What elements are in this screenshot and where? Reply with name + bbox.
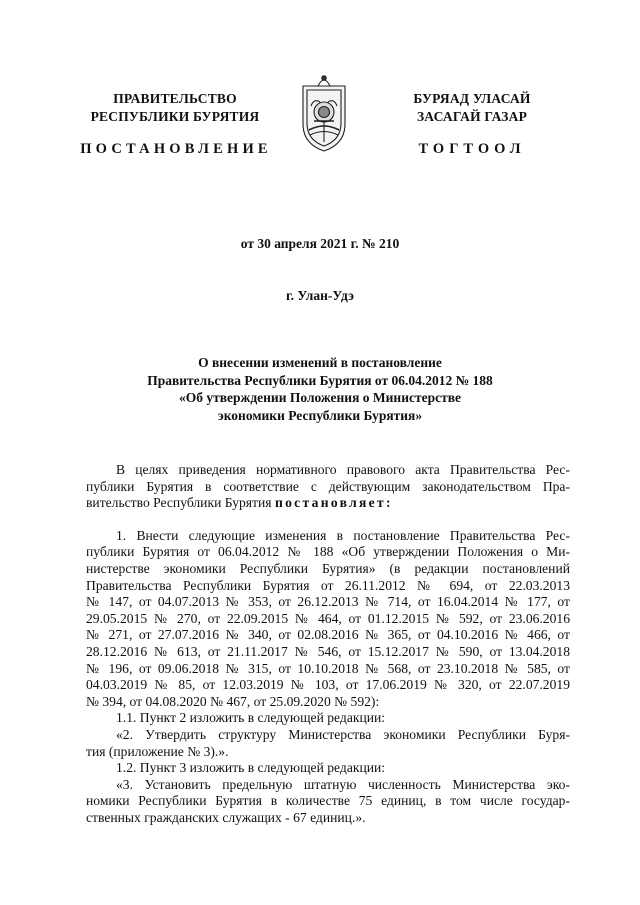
item-1-2-quote (86, 777, 570, 827)
header-right-line2: ЗАСАГАЙ ГАЗАР (416, 109, 528, 124)
quote-line: «2. Утвердить структуру Министерства экономики Республики Буря- (116, 726, 570, 742)
preamble-line-text: вительство Республики Бурятия (86, 495, 272, 511)
header-left-line2: РЕСПУБЛИКИ БУРЯТИЯ (90, 109, 260, 124)
header-right-authority (372, 90, 572, 126)
item-1-line: № 271, от 27.07.2016 № 340, от 02.08.2016 № 365, от 04.10.2016 № 466, от (86, 627, 570, 643)
preamble-line: В целях приведения нормативного правового акта Правительства Рес- (116, 462, 570, 477)
coat-of-arms-icon (298, 72, 350, 154)
item-1-paragraph (86, 528, 570, 711)
item-1-line: публики Бурятия от 06.04.2012 № 188 «Об утверждении Положения о Ми- (86, 544, 570, 560)
header-left-line1: ПРАВИТЕЛЬСТВО (113, 91, 237, 106)
document-kind-russian: ПОСТАНОВЛЕНИЕ (80, 141, 272, 157)
quote-line: ственных гражданских служащих - 67 единиц.». (86, 809, 366, 825)
item-1-line: нистерстве экономики Республики Бурятия» (в редакции постановлений (86, 560, 570, 576)
title-line: О внесении изменений в постановление (198, 355, 442, 370)
resolves-word: постановляет: (274, 495, 393, 511)
document-title (100, 354, 540, 424)
preamble-paragraph (86, 462, 570, 512)
title-line: «Об утверждении Положения о Министерстве (179, 390, 461, 405)
item-1-2: 1.2. Пункт 3 изложить в следующей редакции: (116, 760, 386, 776)
item-1-line: № 394, от 04.08.2020 № 467, от 25.09.2020 № 592): (86, 693, 380, 709)
preamble-line-last (86, 495, 570, 512)
quote-line: тия (приложение № 3).». (86, 743, 229, 759)
item-1-line: № 147, от 04.07.2013 № 353, от 26.12.2013 № 714, от 16.04.2014 № 177, от (86, 594, 570, 610)
item-1-line: 1. Внести следующие изменения в постановление Правительства Рес- (116, 527, 570, 543)
document-kind-buryat: ТОГТООЛ (418, 141, 526, 157)
title-line: Правительства Республики Бурятия от 06.04.2012 № 188 (147, 372, 493, 388)
quote-line: номики Республики Бурятия в количестве 75 единиц, в том числе государ- (86, 793, 570, 809)
document-date-number: от 30 апреля 2021 г. № 210 (240, 236, 400, 251)
preamble-line: публики Бурятия в соответствие с действующим законодательством Пра- (86, 478, 570, 494)
item-1-line: 29.05.2015 № 270, от 22.09.2015 № 464, от 01.12.2015 № 592, от 23.06.2016 (86, 610, 570, 626)
item-1-line: № 196, от 09.06.2018 № 315, от 10.10.2018 № 568, от 23.10.2018 № 585, от (86, 660, 570, 676)
document-city: г. Улан-Удэ (286, 288, 354, 303)
item-1-line: 28.12.2016 № 613, от 21.11.2017 № 546, от 15.12.2017 № 590, от 13.04.2018 (86, 643, 570, 659)
item-1-line: 04.03.2019 № 85, от 12.03.2019 № 103, от 17.06.2019 № 320, от 22.07.2019 (86, 677, 570, 693)
header-right-line1: БУРЯАД УЛАСАЙ (413, 91, 531, 106)
document-body (86, 462, 570, 826)
quote-line: «3. Установить предельную штатную численность Министерства эко- (116, 776, 570, 792)
item-1-1-quote (86, 727, 570, 760)
header-left-authority (60, 90, 290, 126)
item-1-line: Правительства Республики Бурятия от 26.11.2012 № 694, от 22.03.2013 (86, 577, 570, 593)
title-line: экономики Республики Бурятия» (217, 407, 423, 423)
item-1-1: 1.1. Пункт 2 изложить в следующей редакции: (116, 710, 386, 726)
